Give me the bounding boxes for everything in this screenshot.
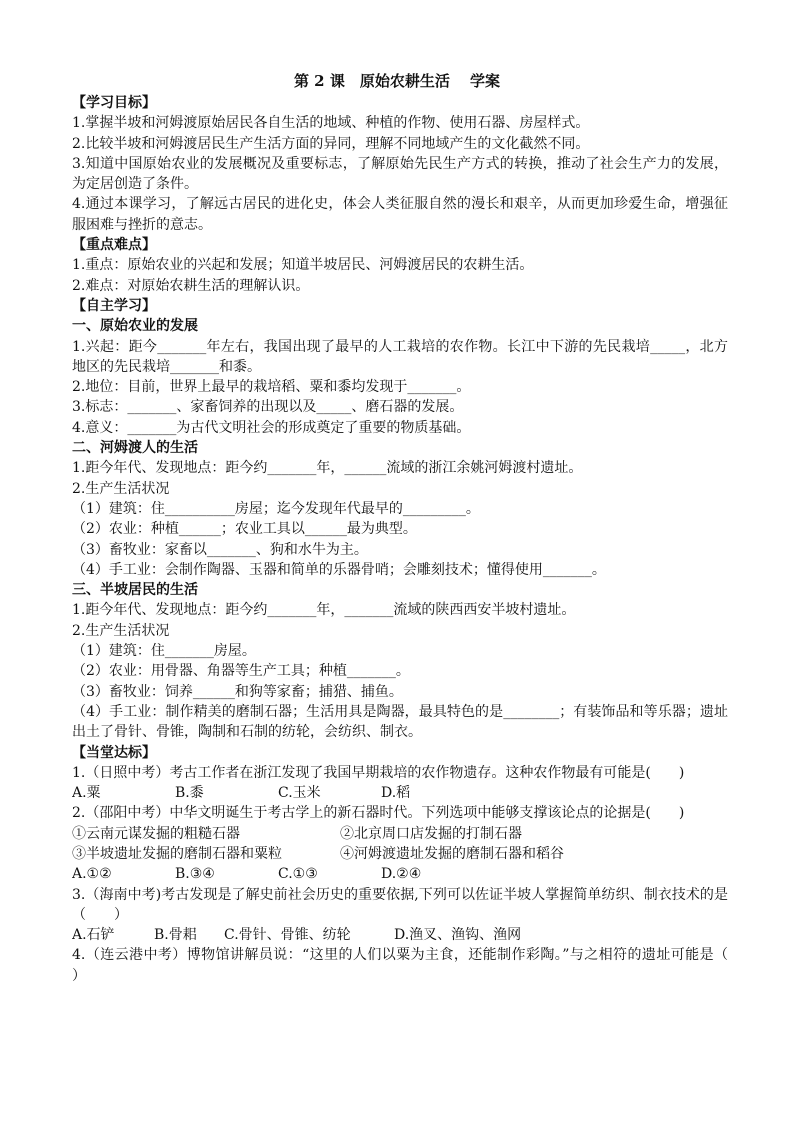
hemudu-item-5: （3）畜牧业：家畜以_______、狗和水牛为主。 (72, 541, 368, 558)
key-item-2: 2.难点：对原始农耕生活的理解认识。 (72, 277, 310, 294)
question-3-option-b: B.骨耜 (154, 927, 197, 944)
hemudu-item-1: 1.距今年代、发现地点：距今约_______年，______流域的浙江余姚河姆渡村遗址。 (72, 460, 583, 477)
question-3-stem: 3.（海南中考)考古发现是了解史前社会历史的重要依据,下列可以佐证半坡人掌握简单纺织、制衣技术的是（ ） (72, 886, 728, 923)
page-title: 第 2 课 原始农耕生活 学案 (293, 72, 501, 90)
question-4-stem: 4.（连云港中考）博物馆讲解员说：“这里的人们以粟为主食，还能制作彩陶。”与之相符的遗址可能是（ ） (72, 947, 756, 984)
question-1-options (72, 783, 728, 803)
question-2-choice-4: ④河姆渡遗址发掘的磨制石器和稻谷 (340, 845, 564, 862)
question-2-choice-1: ①云南元谋发掘的粗糙石器 (72, 825, 240, 842)
hemudu-item-2: 2.生产生活状况 (72, 480, 170, 497)
question-1-option-d: D.稻 (381, 785, 411, 802)
goal-item-3: 3.知道中国原始农业的发展概况及重要标志，了解原始先民生产方式的转换，推动了社会生产力的发展，为定居创造了条件。 (72, 155, 728, 193)
subsection-heading-hemudu: 二、河姆渡人的生活 (72, 440, 198, 457)
banpo-item-1: 1.距今年代、发现地点：距今约_______年，_______流域的陕西西安半坡村遗址。 (72, 602, 576, 619)
question-2-choice-2: ②北京周口店发掘的打制石器 (340, 825, 522, 842)
agriculture-item-3: 3.标志：_______、家畜饲养的出现以及_____、磨石器的发展。 (72, 399, 464, 416)
question-2-choice-3: ③半坡遗址发掘的磨制石器和粟粒 (72, 845, 282, 862)
banpo-item-3: （1）建筑：住_______房屋。 (72, 643, 256, 660)
agriculture-item-2: 2.地位：目前，世界上最早的栽培稻、粟和黍均发现于_______。 (72, 379, 471, 396)
question-2-stem: 2.（邵阳中考）中华文明诞生于考古学上的新石器时代。下列选项中能够支撑该论点的论据是( ) (72, 805, 685, 822)
question-3-option-d: D.渔叉、渔钩、渔网 (394, 927, 522, 944)
question-3-option-c: C.骨针、骨锥、纺轮 (224, 927, 351, 944)
question-2-option-b: B.③④ (175, 866, 215, 883)
question-2-option-d: D.②④ (381, 866, 422, 883)
section-heading-goals: 【学习目标】 (72, 95, 156, 111)
agriculture-item-1: 1.兴起：距今_______年左右，我国出现了最早的人工栽培的农作物。长江中下游的先民栽培_____，北方地区的先民栽培_______和黍。 (72, 338, 728, 375)
banpo-item-6: （4）手工业：制作精美的磨制石器；生活用具是陶器，最具特色的是________；有装饰品和等乐器；遗址出土了骨针、骨锥，陶制和石制的纺轮，会纺织、制衣。 (72, 703, 728, 741)
hemudu-item-4: （2）农业：种植______；农业工具以______最为典型。 (72, 521, 417, 538)
question-2-option-c: C.①③ (278, 866, 318, 883)
question-3-option-a: A.石铲 (72, 927, 115, 944)
question-2-choices-row-2 (72, 844, 728, 864)
document-body (72, 93, 756, 986)
subsection-heading-banpo: 三、半坡居民的生活 (72, 582, 198, 599)
hemudu-item-3: （1）建筑：住__________房屋；迄今发现年代最早的_________。 (72, 500, 480, 517)
question-2-option-a: A.①② (72, 866, 112, 883)
section-heading-key: 【重点难点】 (72, 237, 156, 254)
goal-item-1: 1.掌握半坡和河姆渡原始居民各自生活的地域、种植的作物、使用石器、房屋样式。 (72, 115, 590, 132)
section-heading-practice: 【当堂达标】 (72, 744, 156, 761)
question-3-options (72, 925, 728, 945)
question-1-option-b: B.黍 (175, 785, 204, 802)
banpo-item-5: （3）畜牧业：饲养______和狗等家畜；捕猎、捕鱼。 (72, 683, 403, 700)
question-2-options (72, 864, 728, 884)
banpo-item-4: （2）农业：用骨器、角器等生产工具；种植_______。 (72, 663, 410, 680)
section-heading-self: 【自主学习】 (72, 297, 156, 314)
question-1-stem: 1.（日照中考）考古工作者在浙江发现了我国早期栽培的农作物遗存。这种农作物最有可能是( ) (72, 764, 685, 781)
hemudu-item-6: （4）手工业：会制作陶器、玉器和简单的乐器骨哨；会雕刻技术；懂得使用_______。 (72, 561, 606, 578)
key-item-1: 1.重点：原始农业的兴起和发展；知道半坡居民、河姆渡居民的农耕生活。 (72, 257, 534, 274)
question-2-choices-row-1 (72, 824, 728, 844)
question-1-option-a: A.粟 (72, 785, 101, 802)
banpo-item-2: 2.生产生活状况 (72, 622, 170, 639)
agriculture-item-4: 4.意义：_______为古代文明社会的形成奠定了重要的物质基础。 (72, 419, 471, 436)
goal-item-2: 2.比较半坡和河姆渡居民生产生活方面的异同，理解不同地域产生的文化截然不同。 (72, 135, 590, 152)
subsection-heading-agriculture: 一、原始农业的发展 (72, 318, 198, 335)
question-1-option-c: C.玉米 (278, 785, 321, 802)
goal-item-4: 4.通过本课学习，了解远古居民的进化史，体会人类征服自然的漫长和艰辛，从而更加珍爱生命，增强征服困难与挫折的意志。 (72, 196, 728, 233)
